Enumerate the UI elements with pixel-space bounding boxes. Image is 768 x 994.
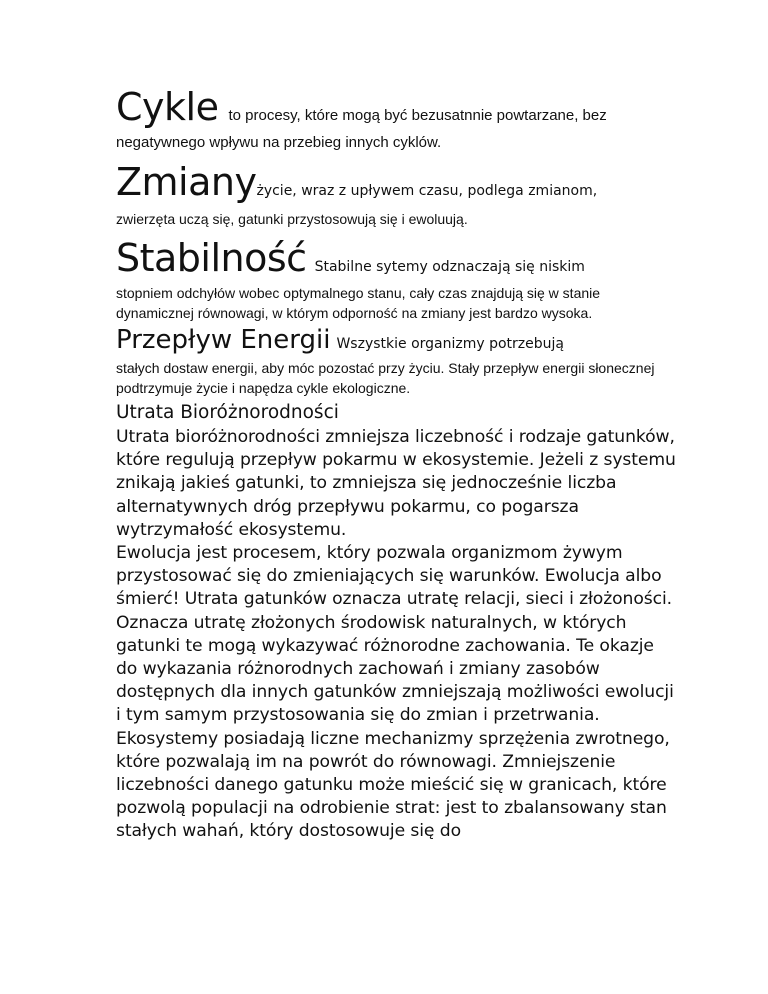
cykle-lead: to procesy, które mogą być bezusatnnie powtarzane, bez [228, 107, 607, 124]
cykle-continuation: negatywnego wpływu na przebieg innych cyklów. [116, 134, 442, 151]
zmiany-continuation: zwierzęta uczą się, gatunki przystosowują się i ewoluują. [116, 211, 468, 227]
utrata-paragraph-3: Ekosystemy posiadają liczne mechanizmy sprzężenia zwrotnego, które pozwalają im na powrót do równowagi. Zmniejszenie liczebności danego gatunku może mieścić się w granicach, które pozwolą populacji na odrobienie strat: jest to zbalansowany stan stałych wahań, który dostosowuje się do [116, 728, 670, 842]
cykle-heading-line [116, 85, 676, 129]
zmiany-title: Zmiany [116, 160, 257, 204]
utrata-title: Utrata Bioróżnorodności [116, 402, 339, 423]
section-cykle [116, 85, 676, 153]
stabilnosc-heading-line [116, 236, 676, 280]
energia-continuation: stałych dostaw energii, aby móc pozostać przy życiu. Stały przepływ energii słonecznej podtrzymuje życie i napędza cykle ekologiczne. [116, 360, 655, 396]
section-przeplyw-energii [116, 327, 676, 398]
zmiany-lead: życie, wraz z upływem czasu, podlega zmianom, [256, 183, 598, 199]
section-zmiany [116, 160, 676, 229]
energia-lead: Wszystkie organizmy potrzebują [336, 336, 564, 352]
stabilnosc-title: Stabilność [116, 236, 307, 280]
section-utrata-bioroznorodnosci [116, 400, 676, 844]
stabilnosc-lead: Stabilne sytemy odznaczają się niskim [314, 259, 585, 275]
energia-heading-line [116, 327, 676, 353]
document-body [116, 85, 676, 844]
stabilnosc-continuation: stopniem odchyłów wobec optymalnego stanu, cały czas znajdują się w stanie dynamicznej równowagi, w którym odporność na zmiany jest bardzo wysoka. [116, 285, 601, 321]
energia-title: Przepływ Energii [116, 325, 331, 355]
utrata-paragraph-2: Ewolucja jest procesem, który pozwala organizmom żywym przystosować się do zmieniających się warunków. Ewolucja albo śmierć! Utrata gatunków oznacza utratę relacji, sieci i złożoności. Oznacza utratę złożonych środowisk naturalnych, w których gatunki te mogą wykazywać różnorodne zachowania. Te okazje do wykazania różnorodnych zachowań i zmiany zasobów dostępnych dla innych gatunków zmniejszają możliwości ewolucji i tym samym przystosowania się do zmian i przetrwania. [116, 543, 674, 726]
section-stabilnosc [116, 236, 676, 323]
zmiany-heading-line [116, 160, 676, 204]
cykle-title: Cykle [116, 85, 219, 129]
utrata-paragraph-1: Utrata bioróżnorodności zmniejsza liczebność i rodzaje gatunków, które regulują przepływ pokarmu w ekosystemie. Jeżeli z systemu znikają jakieś gatunki, to zmniejsza się jednocześnie liczba alternatywnych dróg przepływu pokarmu, co pogarsza wytrzymałość ekosystemu. [116, 427, 676, 540]
